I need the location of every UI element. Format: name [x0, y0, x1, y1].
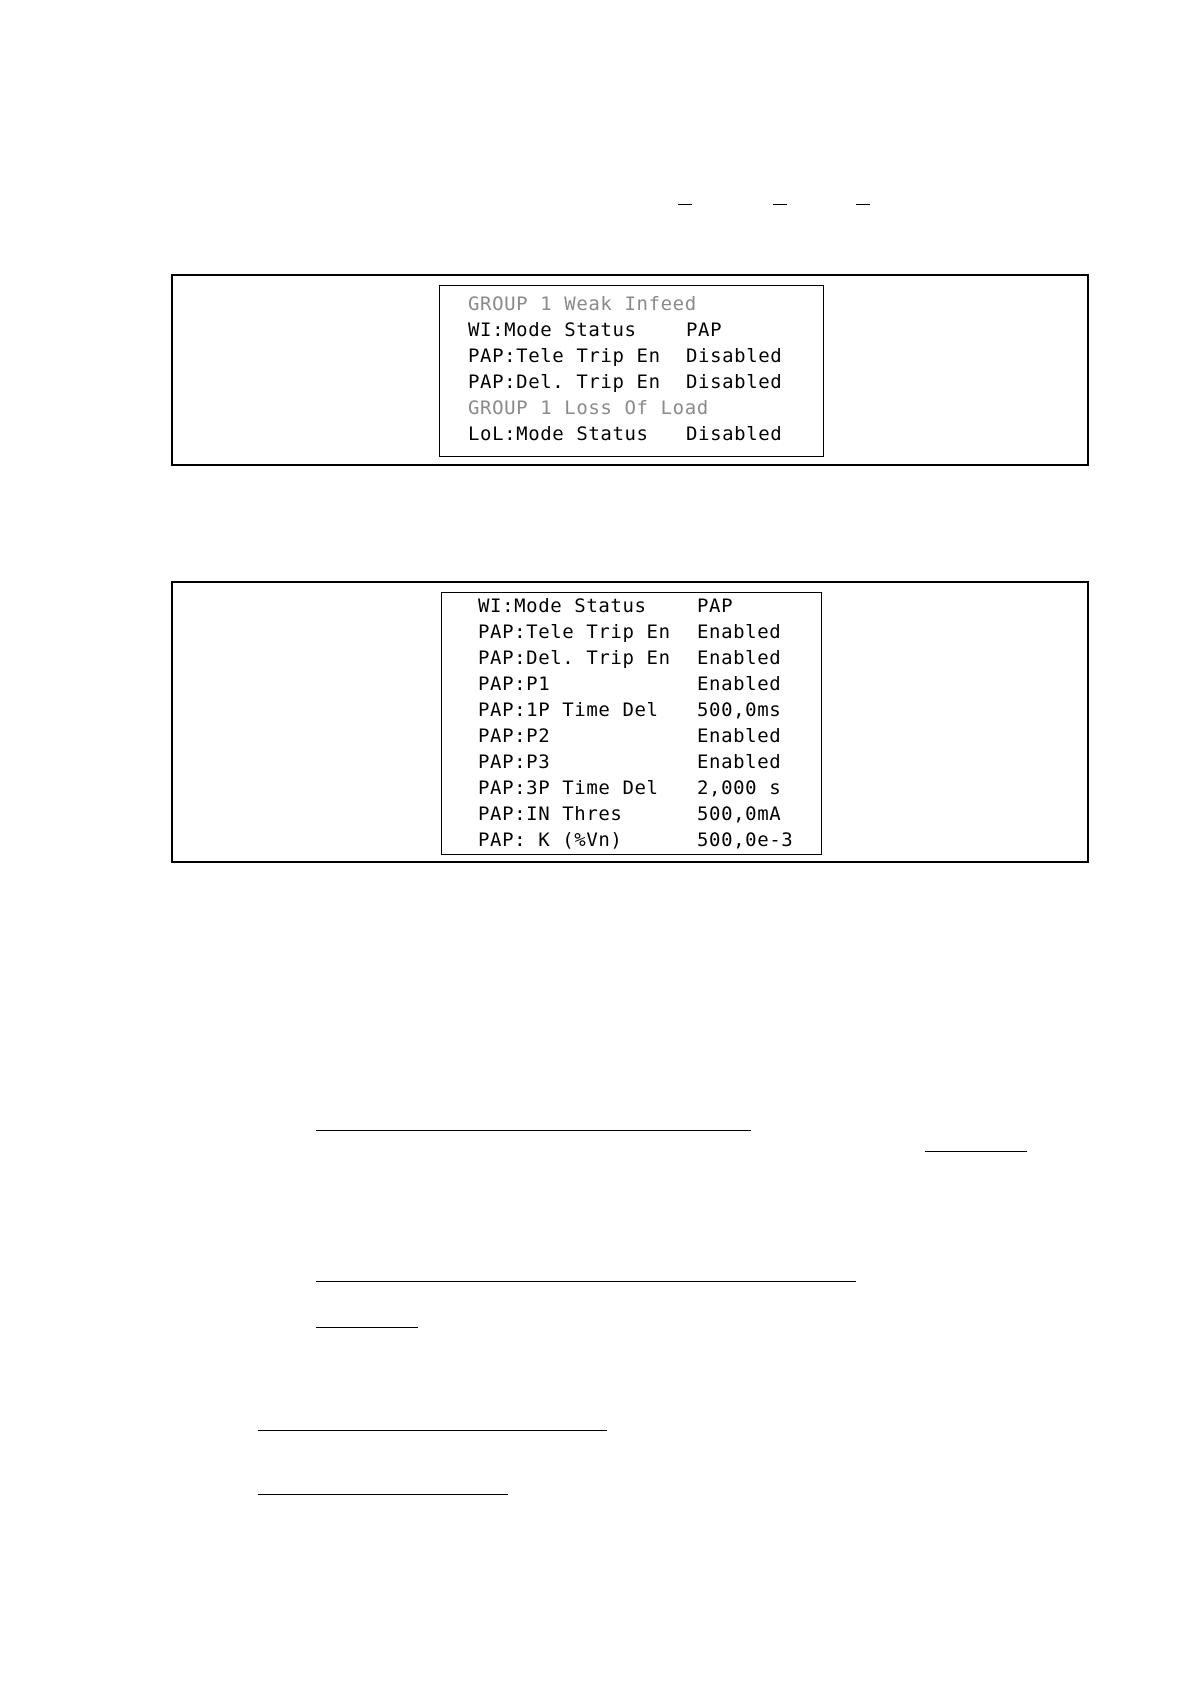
display-label: WI:Mode Status — [478, 595, 647, 617]
display-label: PAP:Tele Trip En — [478, 621, 671, 643]
underline-rule — [316, 1281, 856, 1282]
display-value: 500,0ms — [697, 699, 782, 721]
underline-rule — [258, 1430, 607, 1431]
display-value: 500,0e-3 — [697, 829, 794, 851]
underline-rule — [925, 1151, 1027, 1152]
display-row — [442, 827, 821, 853]
display-row — [442, 801, 821, 827]
underline-mark — [773, 204, 787, 205]
display-row — [440, 421, 823, 447]
display-label: PAP:Tele Trip En — [468, 345, 661, 367]
display-value: Disabled — [686, 423, 783, 445]
display-row — [442, 697, 821, 723]
underline-mark — [678, 204, 692, 205]
display-label: PAP:P3 — [478, 751, 551, 773]
display-value: Disabled — [686, 345, 783, 367]
display-label: PAP:P2 — [478, 725, 551, 747]
figure-frame-weak-infeed-pap-settings — [171, 581, 1089, 863]
display-label: PAP:1P Time Del — [478, 699, 659, 721]
display-value: Enabled — [697, 725, 782, 747]
display-value: Disabled — [686, 371, 783, 393]
display-value: 2,000 s — [697, 777, 782, 799]
display-label: PAP:Del. Trip En — [468, 371, 661, 393]
display-label: PAP:3P Time Del — [478, 777, 659, 799]
display-label: PAP:Del. Trip En — [478, 647, 671, 669]
display-label: GROUP 1 Weak Infeed — [468, 293, 697, 315]
display-label: PAP:IN Thres — [478, 803, 623, 825]
display-value: PAP — [697, 595, 734, 617]
display-value: Enabled — [697, 621, 782, 643]
display-row — [442, 671, 821, 697]
display-label: WI:Mode Status — [468, 319, 637, 341]
display-heading-loss-of-load — [440, 395, 823, 421]
display-row — [440, 369, 823, 395]
display-label: PAP:P1 — [478, 673, 551, 695]
display-label: GROUP 1 Loss Of Load — [468, 397, 709, 419]
display-value: Enabled — [697, 647, 782, 669]
underline-mark — [856, 204, 870, 205]
display-label: LoL:Mode Status — [468, 423, 649, 445]
display-value: PAP — [686, 319, 723, 341]
relay-display-screen — [441, 592, 822, 855]
display-row — [440, 317, 823, 343]
underline-rule — [258, 1494, 508, 1495]
underline-rule — [316, 1130, 751, 1131]
display-value: 500,0mA — [697, 803, 782, 825]
display-row — [442, 723, 821, 749]
display-row — [442, 645, 821, 671]
relay-display-screen — [439, 285, 824, 457]
display-row — [442, 593, 821, 619]
display-row — [440, 343, 823, 369]
display-row — [442, 775, 821, 801]
display-value: Enabled — [697, 673, 782, 695]
display-label: PAP: K (%Vn) — [478, 829, 623, 851]
figure-frame-weak-infeed-disabled — [171, 274, 1089, 466]
display-heading-weak-infeed — [440, 291, 823, 317]
underline-rule — [316, 1327, 418, 1328]
display-value: Enabled — [697, 751, 782, 773]
display-row — [442, 749, 821, 775]
display-row — [442, 619, 821, 645]
